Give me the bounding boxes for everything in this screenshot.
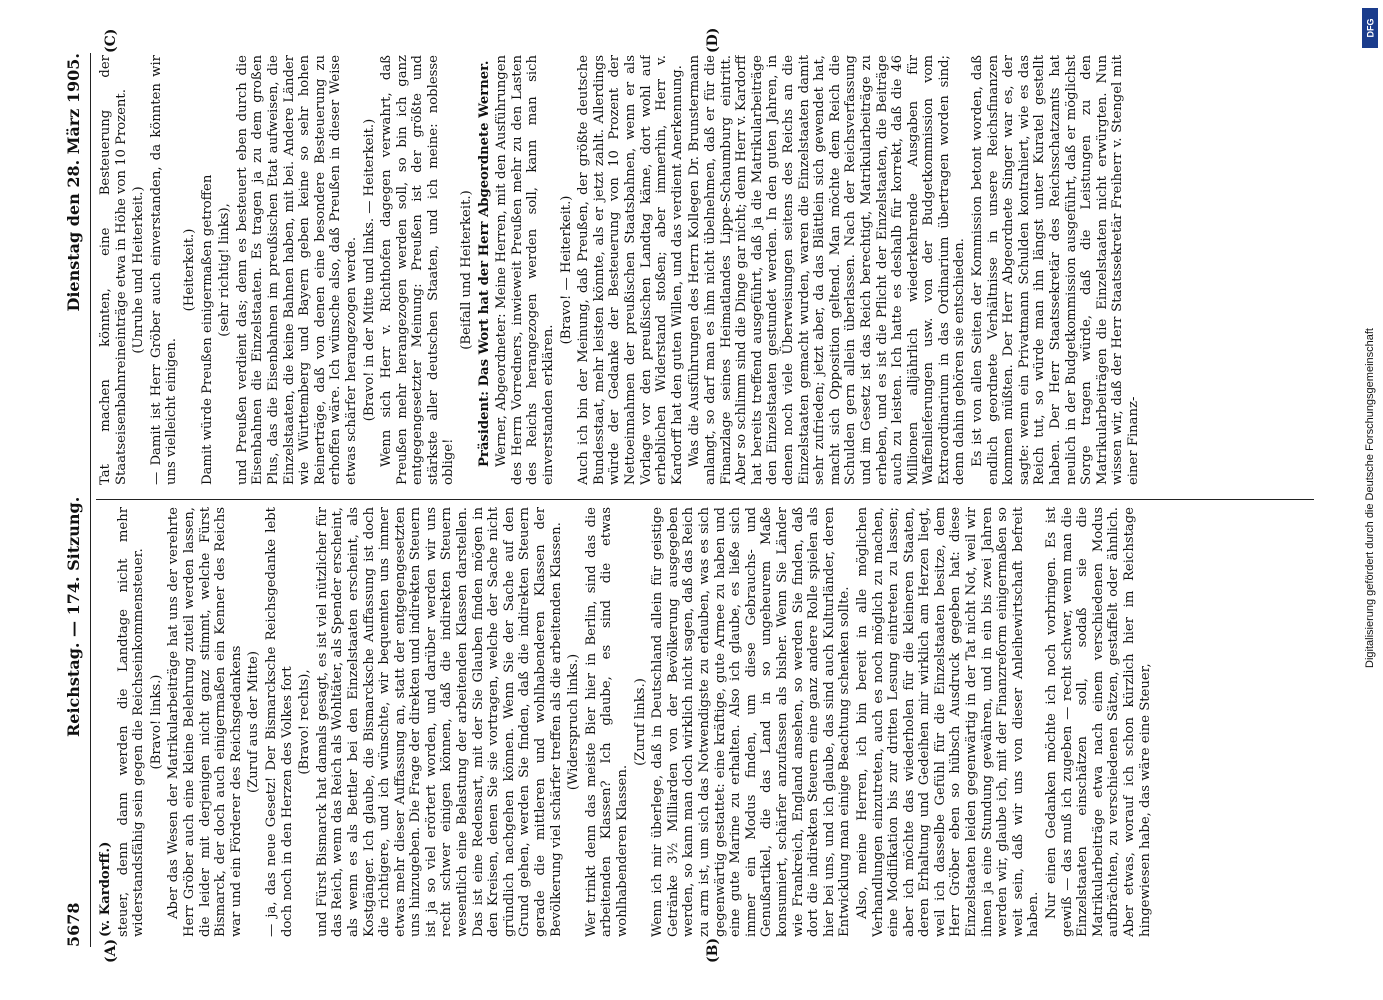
interjection: (Zuruf links.) <box>632 678 648 766</box>
interjection: (Heiterkeit.) <box>181 228 197 312</box>
dfg-logo: DFG <box>1362 8 1378 48</box>
paragraph: Tat machen könnten, eine Besteuerung der Staatseisenbahnreineinträge etwa in Höhe von 10 Prozent. <box>98 55 129 485</box>
interjection: (Zuruf aus der Mitte) <box>246 651 262 793</box>
paragraph: und Fürst Bismarck hat damals gesagt, es ist viel nützlicher für das Reich, wenn das Reich als Wohltäter, als Spender erscheint, als wenn es als Bettler bei den Einzelstaaten erscheint, als Kostgänger. Ich glaube, die Bismarcksche Auffassung ist doch die richtigere, und ich wünschte, wir bequemten uns immer etwas mehr dieser Auffassung an, statt der entgegengesetzten uns hinzugeben. Die Frage der direkten und indirekten Steuern ist ja so viel erörtert worden, und darüber werden wir uns recht schwer einigen können, daß die indirekten Steuern wesentlich eine Belastung der arbeitenden Klassen darstellen. Das ist eine Redensart, mit der Sie Glauben finden mögen in den Kreisen, denen Sie sie vortragen, welche der Sache nicht gründlich nachgehen können. Wenn Sie der Sache auf den Grund gehen, werden Sie finden, daß die indirekten Steuern gerade die mittleren und wohlhabenderen Klassen der Bevölkerung viel schärfer treffen als die arbeitenden Klassen. <box>314 507 564 937</box>
interjection: (Bravo! links.) <box>148 674 164 770</box>
session-title: Reichstag. — 174. Sitzung. <box>64 496 83 737</box>
paragraph: Damit würde Preußen einigermaßen getroffen <box>199 174 215 485</box>
paragraph: Nur einen Gedanken möchte ich noch vorbringen. Es ist gewiß — das muß ich zugeben — recht schwer, wenn man die Einzelstaaten einschätzen soll, sodaß sie die Matrikularbeiträge etwa nach einem verschiedenen Modus aufbrächten, zu verschiedenen Sätzen, gestaffelt oder ähnlich. Aber etwas, worauf ich schon kürzlich hier im Reichstage hingewiesen habe, das wäre eine Steuer, <box>1044 507 1153 937</box>
paragraph: Werner, Abgeordneter: Meine Herren, mit den Ausführungen des Herrn Vorredners, inwieweit Preußen mehr zu den Lasten des Reichs herangezogen werden soll, kann man sich einverstanden erklären. <box>494 55 557 485</box>
interjection: (Beifall und Heiterkeit.) <box>459 190 475 350</box>
paragraph: Also, meine Herren, ich bin bereit in alle möglichen Verhandlungen einzutreten, auch es noch möglich zu machen, eine Modifikation bis zur dritten Lesung eintreten zu lassen; aber ich möchte das wiederholen für die kleineren Staaten, deren Erhaltung und Gedeihen mir wirklich am Herzen liegt, weil ich dasselbe Gefühl für die Einzelstaaten besitze, dem Herr Gröber eben so hübsch Ausdruck gegeben hat: diese Einzelstaaten leiden gegenwärtig in der Tat nicht Not, weil wir ihnen ja eine Stundung gewähren, und in ein bis zwei Jahren werden wir, glaube ich, mit der Finanzreform einigermaßen so weit sein, daß wir uns von dieser Anleihewirtschaft befreit haben. <box>854 507 1042 937</box>
interjection: (Bravo! — Heiterkeit.) <box>558 195 574 345</box>
paragraph: Es ist von allen Seiten der Kommission betont worden, daß endlich geordnete Verhältnisse in unsere Reichsfinanzen kommen müßten. Der Herr Abgeordnete Singer war es, der sagte: wenn ein Privatmann Schulden kontrahiert, wie es das Reich tut, so würde man ihn längst unter Kuratel gestellt haben. Der Herr Staatssekretär des Reichsschatzamts hat neulich in der Budgetkommission ausgeführt, daß er möglichst Sorge tragen würde, daß die Leistungen zu den Matrikularbeiträgen die Einzelstaaten nicht erwürgten. Nun wissen wir, daß der Herr Staatssekretär Freiherr v. Stengel mit einer Finanz- <box>970 55 1141 485</box>
interjection: (Unruhe und Heiterkeit.) <box>131 186 147 354</box>
paragraph: Aber das Wesen der Matrikularbeiträge hat uns der verehrte Herr Gröber auch eine kleine Belehrung zuteil werden lassen, die leider mit derjenigen nicht ganz stimmt, welche Fürst Bismarck, der doch auch einigermaßen ein Kenner des Reichs war und ein Förderer des Reichsgedankens <box>166 507 244 937</box>
session-date: Dienstag den 28. März 1905. <box>64 53 83 312</box>
paragraph: Wenn sich Herr v. Richthofen dagegen verwahrt, daß Preußen mehr herangezogen werden soll, so bin ich ganz entgegengesetzter Meinung: Preußen ist der größte und stärkste aller deutschen Staaten, und ich meine: noblesse oblige! <box>379 55 457 485</box>
page-header <box>66 53 88 947</box>
right-column <box>98 55 1318 485</box>
margin-mark-b: (B) <box>705 937 721 963</box>
page-number: 5678 <box>64 902 83 947</box>
interjection: (Bravo! in der Mitte und links. — Heiterkeit.) <box>361 118 377 422</box>
column-divider <box>96 499 1314 500</box>
paragraph: — ja, das neue Gesetz! Der Bismarcksche Reichsgedanke lebt doch noch in den Herzen des Volkes fort <box>263 507 295 937</box>
paragraph: Wenn ich mir überlege, daß in Deutschland allein für geistige Getränke 3½ Milliarden von der Bevölkerung ausgegeben werden, so kann man doch wirklich nicht sagen, daß das Reich zu arm ist, um sich das Notwendigste zu erlauben, was es sich gegenwärtig gestattet: eine kräftige, gute Armee zu haben und eine gute Marine zu erhalten. Also ich glaube, es ließe sich immer ein Modus finden, um diese Gebrauchs- und Genußartikel, die das Land in so ungeheurem Maße konsumiert, schärfer anzufassen als bisher. Wenn Sie Länder wie Frankreich, England ansehen, so werden Sie finden, daß dort die indirekten Steuern eine ganz andere Rolle spielen als hier bei uns, und ich glaube, das sind auch Kulturländer, deren Entwicklung man einige Beachtung schenken sollte. <box>650 507 853 937</box>
page-content <box>56 27 1326 965</box>
header-rule <box>90 53 91 947</box>
interjection: (sehr richtig! links), <box>217 203 233 337</box>
paragraph: Was die Ausführungen des Herrn Kollegen Dr. Brunstermann anlangt, so darf man es ihm nicht übelnehmen, daß er für die Finanzlage seines Heimatlandes Lippe-Schaumburg eintritt. Aber so schlimm sind die Dinge gar nicht; denn Herr v. Kardorff hat bereits treffend ausgeführt, daß ja die Matrikularbeiträge den Einzelstaaten gestundet werden. In den guten Jahren, in denen noch viele Überweisungen seitens des Reichs an die Einzelstaaten gemacht wurden, waren die Einzelstaaten damit sehr zufrieden; jetzt aber, da das Blättlein sich gewendet hat, macht sich Opposition geltend. Man möchte dem Reich die Schulden gern allein überlassen. Nach der Reichsverfassung und im Gesetz ist das Reich berechtigt, Matrikularbeiträge zu erheben, und es ist die Pflicht der Einzelstaaten, die Beiträge auch zu leisten. Ich hatte es deshalb für korrekt, daß die 46 Millionen alljährlich wiederkehrende Ausgaben für Waffenlieferungen usw. von der Budgetkommission vom Extraordinarium in das Ordinarium übertragen worden sind; denn dahin gehören sie entschieden. <box>687 55 968 485</box>
paragraph: — Damit ist Herr Gröber auch einverstanden, da könnten wir uns vielleicht einigen. <box>148 55 180 485</box>
paragraph: Wer trinkt denn das meiste Bier hier in Berlin, sind das die arbeitenden Klassen? Ich glaube, es sind die etwas wohlhabenderen Klassen. <box>583 507 630 937</box>
dfg-credit-text: Digitalisierung gefördert durch die Deutsche Forschungsgemeinschaft <box>1364 328 1376 668</box>
paragraph: Auch ich bin der Meinung, daß Preußen, der größte deutsche Bundesstaat, mehr leisten könnte, als er jetzt zahlt. Allerdings würde der Gedanke der Besteuerung von 10 Prozent der Nettoeinnahmen der preußischen Staatsbahnen, wenn er als Vorlage vor den preußischen Landtag käme, dort wohl auf erheblichen Widerstand stoßen; aber immerhin, Herr v. Kardorff hat den guten Willen, und das verdient Anerkennung. <box>576 55 685 485</box>
interjection: (Bravo! rechts), <box>297 669 313 775</box>
paragraph: und Preußen verdient das; denn es besteuert eben durch die Eisenbahnen die Einzelstaaten. Es tragen ja zu dem großen Plus, das die Eisenbahnen im preußischen Etat aufweisen, die Einzelstaaten, die keine Bahnen haben, mit bei. Andere Länder wie Württemberg und Bayern geben keine so sehr hohen Reinerträge, daß von denen eine besondere Besteuerung zu erhoffen wäre. Ich wünsche also, daß Preußen in dieser Weise etwas schärfer herangezogen werde. <box>234 55 359 485</box>
speaker-marker: (v. Kardorff.) <box>98 841 113 937</box>
paragraph: steuer, denn dann werden die Landtage nicht mehr widerstandsfähig sein gegen die Reichseinkommensteuer. <box>115 507 147 937</box>
left-column <box>98 507 1318 937</box>
margin-mark-c: (C) <box>103 28 119 53</box>
margin-mark-a: (A) <box>103 938 119 963</box>
margin-mark-d: (D) <box>705 27 721 53</box>
interjection: (Widerspruch links.) <box>566 653 582 791</box>
president-line: Präsident: Das Wort hat der Herr Abgeordnete Werner. <box>476 60 492 467</box>
dfg-watermark <box>1362 8 1378 988</box>
